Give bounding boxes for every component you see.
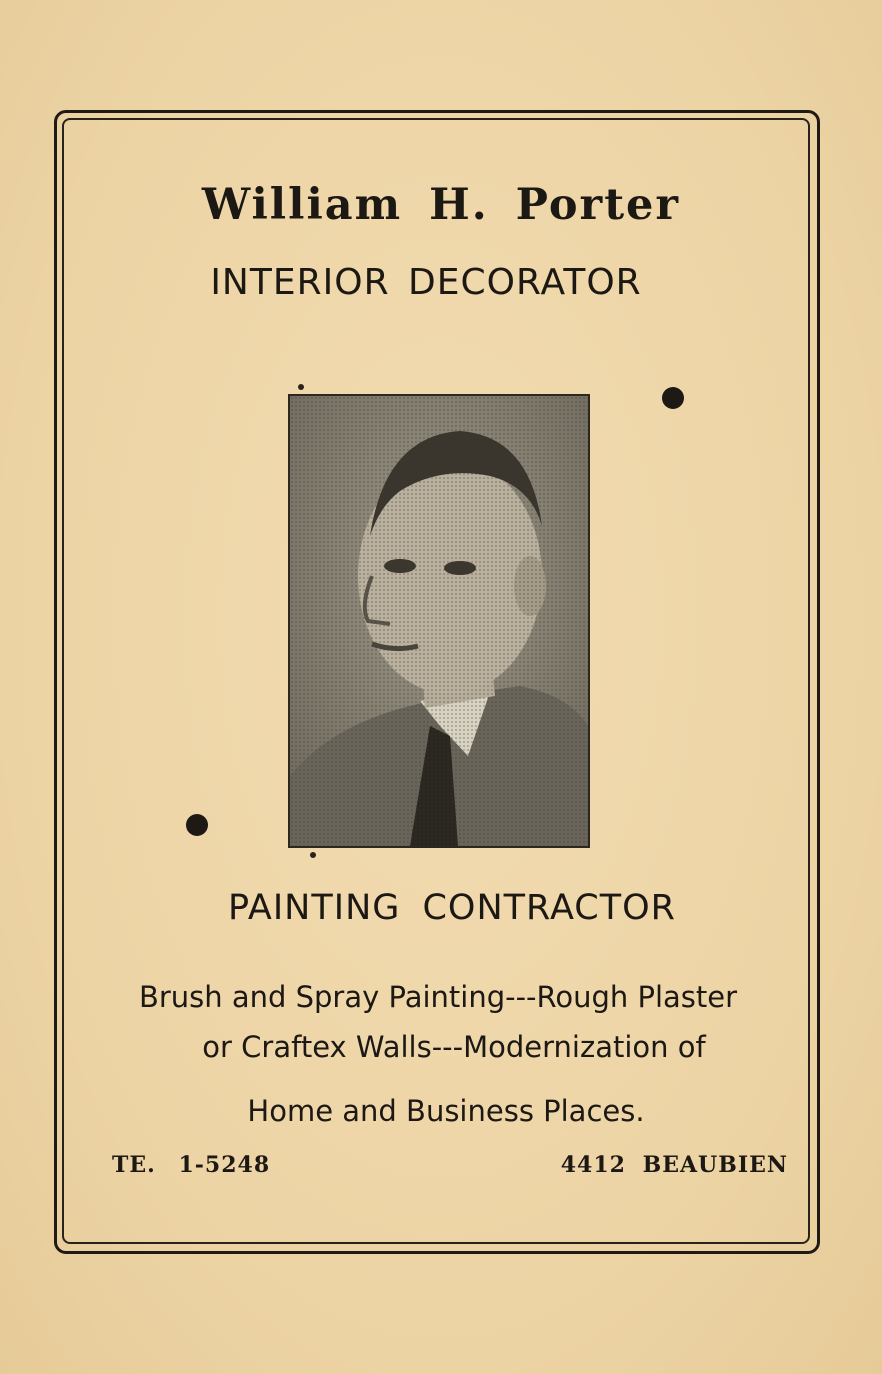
service-heading: PAINTING CONTRACTOR: [228, 888, 676, 928]
street-address: 4412 BEAUBIEN: [560, 1152, 788, 1178]
service-description-line: Brush and Spray Painting---Rough Plaster: [138, 980, 738, 1014]
service-description-line: Home and Business Places.: [247, 1094, 645, 1128]
binder-hole-icon: [662, 387, 684, 409]
ink-speck-icon: [310, 852, 316, 858]
portrait-photo: [288, 394, 590, 848]
advertiser-name: William H. Porter: [201, 180, 681, 230]
service-description-line: or Craftex Walls---Modernization of: [202, 1030, 706, 1064]
ink-speck-icon: [298, 384, 304, 390]
portrait-icon: [290, 396, 588, 846]
advertiser-title: INTERIOR DECORATOR: [210, 262, 642, 303]
binder-hole-icon: [186, 814, 208, 836]
phone-number: TE. 1-5248: [112, 1152, 271, 1178]
